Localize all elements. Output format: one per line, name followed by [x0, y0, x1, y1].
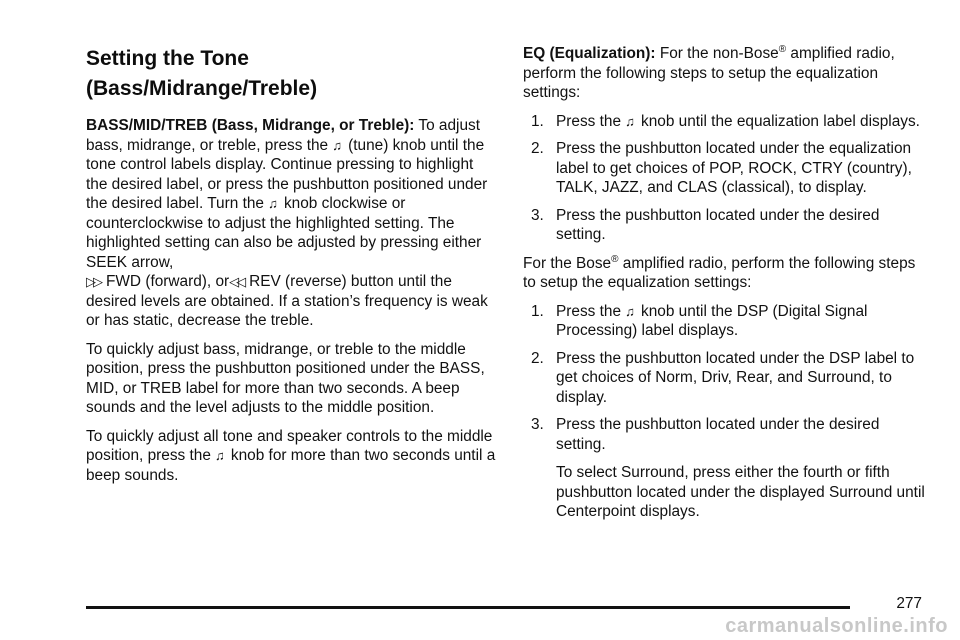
step-text-a: Press the [556, 302, 622, 320]
middle-position-paragraph: To quickly adjust bass, midrange, or treble to the middle position, press the pushbutton positioned under the BASS, MID, or TREB label for more than two seconds. A beep sounds and the level adjusts to the middle position. [86, 340, 485, 416]
tone-paragraph [86, 116, 496, 331]
list-item [523, 206, 928, 245]
surround-paragraph: To select Surround, press either the fourth or fifth pushbutton located under the displayed Surround until Centerpoint displays. [556, 464, 925, 520]
step-text: Press the pushbutton located under the desired setting. [556, 416, 880, 453]
list-item [523, 139, 928, 198]
page-number: 277 [896, 595, 922, 612]
step-number: 3. [531, 416, 544, 433]
step-number: 3. [531, 206, 544, 224]
step-text [556, 302, 928, 341]
tone-text-2: (tune) knob until the tone control labels display. Continue pressing to highlight the desired label, or press the pushbutton positioned under the desired label. Turn the [86, 136, 488, 212]
bose-text-1: For the Bose [523, 254, 612, 272]
watermark: carmanualsonline.info [725, 615, 948, 637]
tune-knob-icon: ♫ [268, 196, 278, 211]
eq-text-1: For the non-Bose [659, 45, 779, 62]
tune-knob-icon: ♫ [625, 113, 635, 129]
title-line-2: (Bass/Midrange/Treble) [86, 77, 318, 100]
tone-text-5: REV (reverse) button until the desired levels are obtained. If a station’s frequency is weak or has static, decrease the treble. [86, 273, 488, 329]
eq-paragraph [523, 44, 928, 103]
step-text-b: knob until the equalization label displays. [641, 112, 920, 130]
reset-text-2: knob for more than two seconds until a beep sounds. [86, 447, 496, 484]
step-number: 1. [531, 302, 544, 320]
bose-steps [523, 302, 928, 455]
right-column [523, 44, 928, 531]
bass-mid-treb-lead: BASS/MID/TREB (Bass, Midrange, or Treble): [86, 117, 415, 134]
step-number: 2. [531, 349, 544, 367]
eq-text-2: amplified radio, perform the following steps to setup the equalization settings: [523, 45, 895, 101]
step-text: Press the pushbutton located under the desired setting. [556, 206, 880, 243]
reset-all-paragraph [86, 427, 496, 486]
seek-forward-icon: ▷▷ [86, 274, 100, 289]
list-item [523, 349, 928, 408]
step-text-a: Press the [556, 112, 622, 130]
reset-text-1: To quickly adjust all tone and speaker controls to the middle position, press the [86, 427, 493, 464]
section-title [86, 44, 496, 104]
step-text-b: knob until the DSP (Digital Signal Processing) label displays. [556, 302, 868, 339]
tone-text-1: To adjust bass, midrange, or treble, press the [86, 117, 480, 154]
step-text [556, 112, 928, 132]
registered-mark: ® [778, 43, 787, 55]
tune-knob-icon: ♫ [332, 137, 342, 153]
title-line-1: Setting the Tone [86, 47, 249, 70]
tune-knob-icon: ♫ [215, 448, 225, 463]
tune-knob-icon: ♫ [625, 303, 635, 319]
registered-mark: ® [611, 253, 619, 265]
step-text: Press the pushbutton located under the DSP label to get choices of Norm, Driv, Rear, and Surround, to display. [556, 349, 915, 406]
tone-text-4: FWD (forward), or [106, 273, 230, 290]
non-bose-steps [523, 112, 928, 245]
left-column [86, 44, 496, 494]
step-number: 1. [531, 112, 544, 130]
step-number: 2. [531, 140, 544, 157]
footer-rule [86, 606, 850, 609]
bose-paragraph [523, 254, 928, 293]
list-item [523, 112, 928, 132]
eq-lead: EQ (Equalization): [523, 45, 656, 62]
list-item [523, 302, 928, 341]
list-item [523, 415, 928, 454]
tone-text-3: knob clockwise or counterclockwise to adjust the highlighted setting. The highlighted setting can also be adjusted by pressing either SEEK arrow, [86, 195, 482, 271]
step-text: Press the pushbutton located under the equalization label to get choices of POP, ROCK, CTRY (country), TALK, JAZZ, and CLAS (classical), to display. [556, 140, 912, 196]
bose-text-2: amplified radio, perform the following steps to setup the equalization settings: [523, 254, 916, 291]
seek-reverse-icon: ◁◁ [229, 274, 244, 289]
